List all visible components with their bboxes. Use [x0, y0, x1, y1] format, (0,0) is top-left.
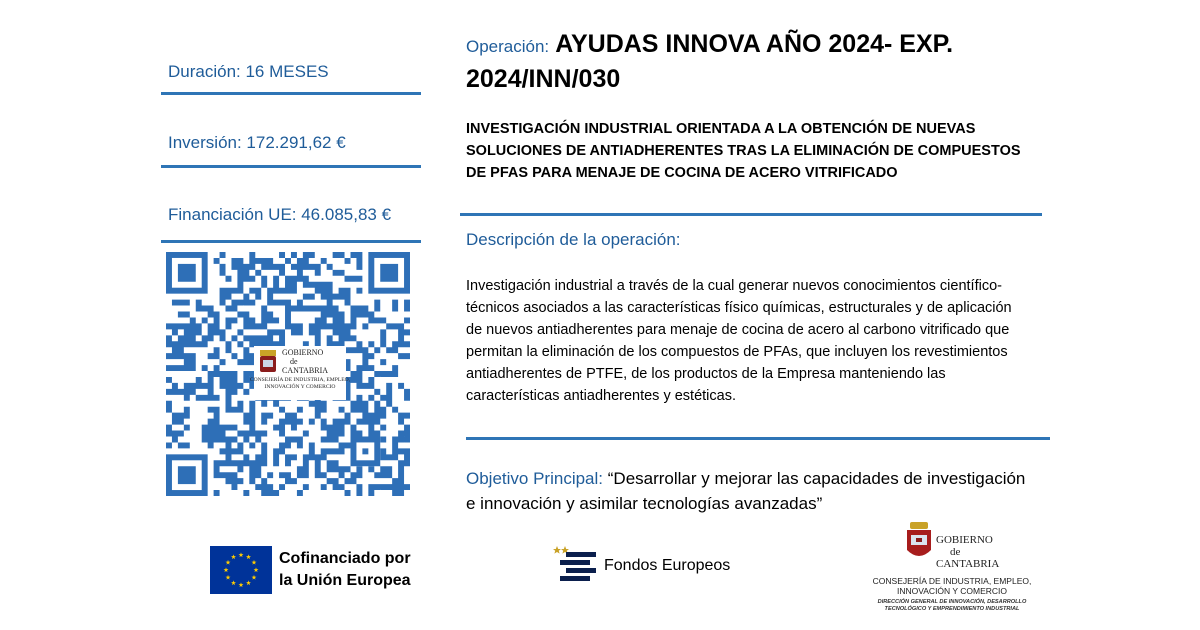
qr-gov-line3: CANTABRIA	[282, 366, 329, 375]
qr-gov-line1: GOBIERNO	[282, 348, 324, 357]
eu-line2: la Unión Europea	[279, 572, 411, 589]
operation-title-line1: AYUDAS INNOVA AÑO 2024- EXP.	[555, 30, 954, 58]
duracion-text: Duración: 16 MESES	[168, 62, 329, 81]
divider	[161, 92, 421, 95]
gov-line5: INNOVACIÓN Y COMERCIO	[896, 586, 1008, 596]
gov-directorate	[862, 599, 1042, 613]
gov-line6: DIRECCIÓN GENERAL DE INNOVACIÓN, DESARROLLO	[877, 599, 1027, 605]
cantabria-coat-of-arms-icon	[904, 522, 934, 562]
gov-line3: CANTABRIA	[936, 558, 1000, 570]
inversion-text: Inversión: 172.291,62 €	[168, 133, 346, 152]
qr-gov-line2: de	[290, 357, 298, 366]
cantabria-coat-of-arms-icon	[258, 350, 278, 376]
operation-heading	[466, 28, 1026, 96]
gov-line1: GOBIERNO	[936, 534, 993, 546]
objective	[466, 466, 1026, 516]
financiacion-text: Financiación UE: 46.085,83 €	[168, 205, 392, 224]
gov-line7: TECNOLÓGICO Y EMPRENDIMIENTO INDUSTRIAL	[884, 606, 1020, 612]
fondos-europeos-text: Fondos Europeos	[604, 557, 731, 574]
eu-line1: Cofinanciado por	[279, 550, 411, 567]
operation-title-line2: 2024/INN/030	[466, 65, 621, 93]
operation-label: Operación:	[466, 37, 550, 56]
qr-center-logo	[249, 346, 351, 400]
objective-label: Objetivo Principal:	[466, 469, 604, 488]
eu-flag-icon	[210, 546, 272, 594]
objective-text: “Desarrollar y mejorar las capacidades de investigación e innovación y asimilar tecnologías avanzadas”	[466, 469, 1026, 513]
qr-gov-line4: CONSEJERÍA DE INDUSTRIA, EMPLEO,	[249, 377, 351, 383]
description-label: Descripción de la operación:	[466, 230, 681, 249]
divider	[466, 437, 1050, 440]
gov-line4: CONSEJERÍA DE INDUSTRIA, EMPLEO,	[872, 576, 1032, 586]
divider	[161, 165, 421, 168]
description-body: Investigación industrial a través de la cual generar nuevos conocimientos científico-técnicos asociados a las características físico químicas, estructurales y de aplicación de nuevos antiadherentes para menaje de cocina de acero al carbono vitrificado que permitan la eliminación de los compuestos de PFAs, que incluyen los revestimientos antiadherentes de PTFE, de los productos de la Empresa manteniendo las características antiadherentes y estéticas.	[466, 278, 1012, 404]
divider	[161, 240, 421, 243]
eu-cofinanced-text	[279, 548, 411, 592]
divider	[460, 213, 1042, 216]
gov-name	[936, 534, 999, 570]
fondos-europeos-icon	[552, 544, 600, 586]
gov-department	[868, 576, 1036, 596]
project-title: INVESTIGACIÓN INDUSTRIAL ORIENTADA A LA OBTENCIÓN DE NUEVAS SOLUCIONES DE ANTIADHERENTES TRAS LA ELIMINACIÓN DE COMPUESTOS DE PFAS PARA MENAJE DE COCINA DE ACERO VITRIFICADO	[466, 121, 1021, 181]
gov-line2: de	[950, 546, 961, 558]
qr-gov-line5: INNOVACIÓN Y COMERCIO	[264, 384, 336, 390]
